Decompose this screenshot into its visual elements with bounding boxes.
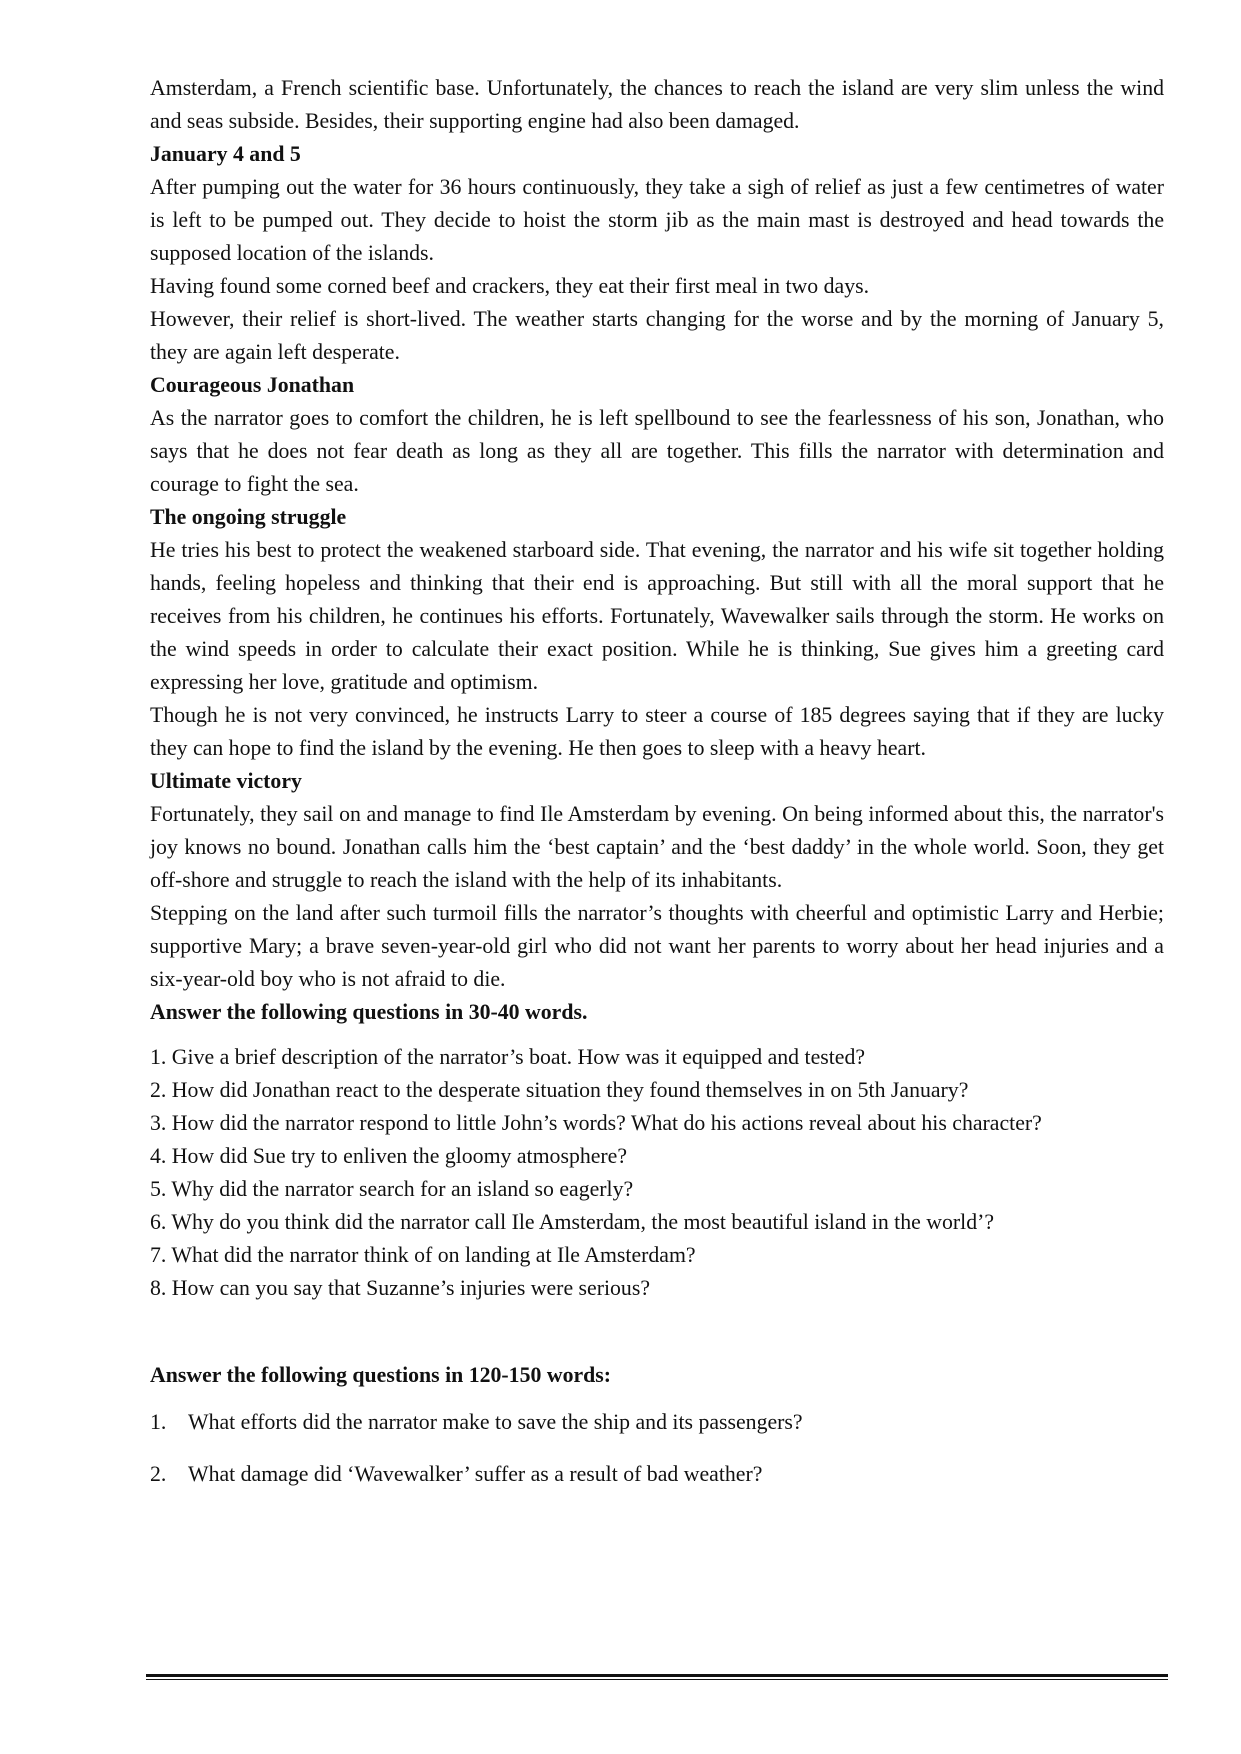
list-item: 7. What did the narrator think of on landing at Ile Amsterdam? — [150, 1243, 696, 1267]
document-page — [150, 72, 1164, 1510]
heading-january-4-and-5: January 4 and 5 — [150, 142, 301, 166]
list-item-number: 1. — [150, 1410, 167, 1434]
list-item: 2. How did Jonathan react to the desperate situation they found themselves in on 5th January? — [150, 1078, 969, 1102]
paragraph-struggle: He tries his best to protect the weakened starboard side. That evening, the narrator and his wife sit together holding hands, feeling hopeless and thinking that their end is approaching. But still with all the moral support that he receives from his children, he continues his efforts. Fortunately, Wavewalker sails through the storm. He works on the wind speeds in order to calculate their exact position. While he is thinking, Sue gives him a greeting card expressing her love, gratitude and optimism. — [150, 538, 1164, 694]
heading-ongoing-struggle: The ongoing struggle — [150, 505, 347, 529]
paragraph-first-meal: Having found some corned beef and crackers, they eat their first meal in two days. — [150, 274, 870, 298]
list-item — [150, 1406, 1164, 1439]
paragraph-intro: Amsterdam, a French scientific base. Unfortunately, the chances to reach the island are very slim unless the wind and seas subside. Besides, their supporting engine had also been damaged. — [150, 76, 1164, 133]
heading-courageous-jonathan: Courageous Jonathan — [150, 373, 355, 397]
paragraph-course: Though he is not very convinced, he instructs Larry to steer a course of 185 degrees saying that if they are lucky they can hope to find the island by the evening. He then goes to sleep with a heavy heart. — [150, 703, 1164, 760]
short-questions-heading: Answer the following questions in 30-40 words. — [150, 1000, 588, 1024]
heading-ultimate-victory: Ultimate victory — [150, 769, 302, 793]
paragraph-relief-short-lived: However, their relief is short-lived. The weather starts changing for the worse and by the morning of January 5, they are again left desperate. — [150, 307, 1164, 364]
list-item: 5. Why did the narrator search for an island so eagerly? — [150, 1177, 634, 1201]
list-item: 8. How can you say that Suzanne’s injuries were serious? — [150, 1276, 650, 1300]
list-item: 4. How did Sue try to enliven the gloomy atmosphere? — [150, 1144, 628, 1168]
paragraph-landing: Stepping on the land after such turmoil fills the narrator’s thoughts with cheerful and optimistic Larry and Herbie; supportive Mary; a brave seven-year-old girl who did not want her parents to worry about her head injuries and a six-year-old boy who is not afraid to die. — [150, 901, 1164, 991]
list-item-text: What efforts did the narrator make to save the ship and its passengers? — [188, 1410, 803, 1434]
list-item-text: What damage did ‘Wavewalker’ suffer as a result of bad weather? — [188, 1462, 763, 1486]
long-questions-heading: Answer the following questions in 120-150 words: — [150, 1363, 612, 1387]
list-item-number: 2. — [150, 1462, 167, 1486]
list-item: 1. Give a brief description of the narrator’s boat. How was it equipped and tested? — [150, 1045, 866, 1069]
list-item — [150, 1458, 1164, 1491]
footer-double-rule — [146, 1674, 1168, 1680]
list-item: 6. Why do you think did the narrator call Ile Amsterdam, the most beautiful island in the world’? — [150, 1210, 995, 1234]
paragraph-victory: Fortunately, they sail on and manage to find Ile Amsterdam by evening. On being informed about this, the narrator's joy knows no bound. Jonathan calls him the ‘best captain’ and the ‘best daddy’ in the whole world. Soon, they get off-shore and struggle to reach the island with the help of its inhabitants. — [150, 802, 1164, 892]
short-questions-list — [150, 1041, 1164, 1305]
paragraph-jonathan: As the narrator goes to comfort the children, he is left spellbound to see the fearlessness of his son, Jonathan, who says that he does not fear death as long as they all are together. This fills the narrator with determination and courage to fight the sea. — [150, 406, 1164, 496]
paragraph-pumping: After pumping out the water for 36 hours continuously, they take a sigh of relief as just a few centimetres of water is left to be pumped out. They decide to hoist the storm jib as the main mast is destroyed and head towards the supposed location of the islands. — [150, 175, 1164, 265]
list-item: 3. How did the narrator respond to little John’s words? What do his actions reveal about his character? — [150, 1111, 1042, 1135]
